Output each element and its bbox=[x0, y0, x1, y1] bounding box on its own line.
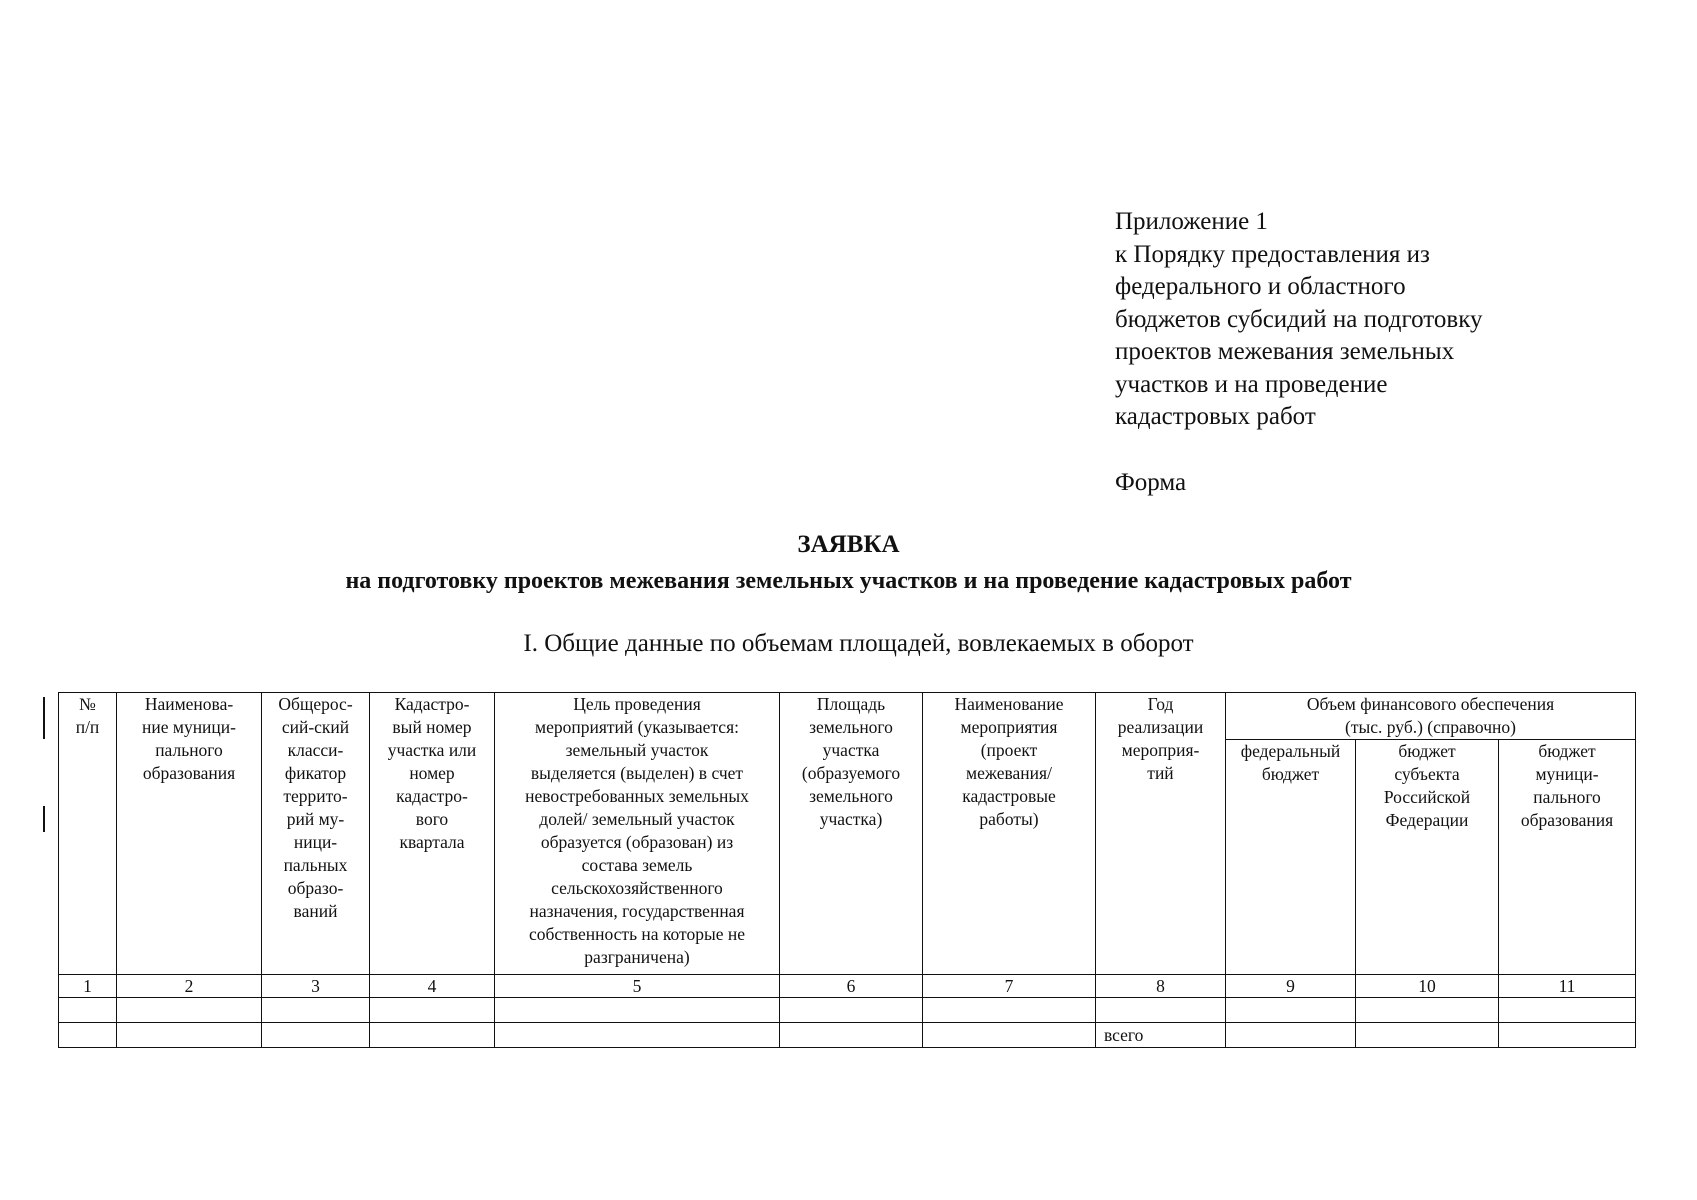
empty-cell[interactable] bbox=[780, 1023, 923, 1048]
header-cell-purpose: Цель проведения мероприятий (указывается: земельный участок выделяется (выделен) в счет невостребованных земельных долей/ земельный участок образуется (образован) из состава земель сельскохозяйственного назначения, государственная собственность на которые не разграничена) bbox=[495, 693, 780, 975]
appendix-line: Приложение 1 bbox=[1115, 208, 1268, 235]
column-number: 7 bbox=[923, 975, 1096, 998]
header-cell-federal-budget: федеральный бюджет bbox=[1226, 740, 1356, 975]
empty-cell[interactable] bbox=[1096, 998, 1226, 1023]
header-cell-funding-group: Объем финансового обеспечения (тыс. руб.) (справочно) bbox=[1226, 693, 1636, 740]
total-label: всего bbox=[1096, 1023, 1226, 1048]
empty-cell[interactable] bbox=[495, 998, 780, 1023]
column-number: 5 bbox=[495, 975, 780, 998]
total-row bbox=[59, 1023, 1636, 1048]
empty-cell[interactable] bbox=[262, 998, 370, 1023]
margin-mark-bottom bbox=[43, 806, 45, 832]
empty-cell[interactable] bbox=[495, 1023, 780, 1048]
header-cell-area: Площадь земельного участка (образуемого земельного участка) bbox=[780, 693, 923, 975]
column-number: 6 bbox=[780, 975, 923, 998]
empty-cell[interactable] bbox=[1499, 1023, 1636, 1048]
empty-cell[interactable] bbox=[1226, 998, 1356, 1023]
header-cell-activity-name: Наименование мероприятия (проект межевания/ кадастровые работы) bbox=[923, 693, 1096, 975]
empty-cell[interactable] bbox=[923, 1023, 1096, 1048]
application-table bbox=[58, 692, 1636, 1048]
empty-cell[interactable] bbox=[117, 1023, 262, 1048]
column-number: 10 bbox=[1356, 975, 1499, 998]
header-cell-year: Год реализации мероприя- тий bbox=[1096, 693, 1226, 975]
margin-mark-top bbox=[43, 697, 45, 739]
header-cell-municipality-name: Наименова- ние муници- пального образования bbox=[117, 693, 262, 975]
header-cell-oktmo: Общерос- сий-ский класси- фикатор террито- рий му- ници- пальных образо- ваний bbox=[262, 693, 370, 975]
header-cell-cadastral-number: Кадастро- вый номер участка или номер кадастро- вого квартала bbox=[370, 693, 495, 975]
column-number: 2 bbox=[117, 975, 262, 998]
empty-cell[interactable] bbox=[1356, 998, 1499, 1023]
column-number-row bbox=[59, 975, 1636, 998]
empty-cell[interactable] bbox=[923, 998, 1096, 1023]
header-row-top bbox=[59, 693, 1636, 740]
empty-cell[interactable] bbox=[59, 998, 117, 1023]
header-cell-number: № п/п bbox=[59, 693, 117, 975]
empty-cell[interactable] bbox=[1499, 998, 1636, 1023]
section-title: I. Общие данные по объемам площадей, вовлекаемых в оборот bbox=[523, 630, 1194, 657]
empty-cell[interactable] bbox=[59, 1023, 117, 1048]
header-cell-municipal-budget: бюджет муници- пального образования bbox=[1499, 740, 1636, 975]
column-number: 8 bbox=[1096, 975, 1226, 998]
column-number: 11 bbox=[1499, 975, 1636, 998]
appendix-line: проектов межевания земельных bbox=[1115, 338, 1455, 365]
empty-cell[interactable] bbox=[117, 998, 262, 1023]
empty-cell[interactable] bbox=[780, 998, 923, 1023]
empty-cell[interactable] bbox=[370, 1023, 495, 1048]
empty-cell[interactable] bbox=[1356, 1023, 1499, 1048]
appendix-line: бюджетов субсидий на подготовку bbox=[1115, 305, 1483, 333]
header-cell-regional-budget: бюджет субъекта Российской Федерации bbox=[1356, 740, 1499, 975]
appendix-line: участков и на проведение bbox=[1115, 370, 1388, 398]
column-number: 1 bbox=[59, 975, 117, 998]
document-subtitle: на подготовку проектов межевания земельных участков и на проведение кадастровых работ bbox=[345, 568, 1352, 594]
appendix-block bbox=[1115, 206, 1635, 499]
document-title: ЗАЯВКА bbox=[797, 531, 900, 558]
column-number: 9 bbox=[1226, 975, 1356, 998]
appendix-line: кадастровых работ bbox=[1115, 403, 1316, 430]
appendix-line: федерального и областного bbox=[1115, 273, 1406, 300]
form-label: Форма bbox=[1115, 468, 1187, 496]
empty-cell[interactable] bbox=[262, 1023, 370, 1048]
column-number: 4 bbox=[370, 975, 495, 998]
empty-cell[interactable] bbox=[1226, 1023, 1356, 1048]
table-row bbox=[59, 998, 1636, 1023]
empty-cell[interactable] bbox=[370, 998, 495, 1023]
appendix-line: к Порядку предоставления из bbox=[1115, 240, 1430, 268]
column-number: 3 bbox=[262, 975, 370, 998]
